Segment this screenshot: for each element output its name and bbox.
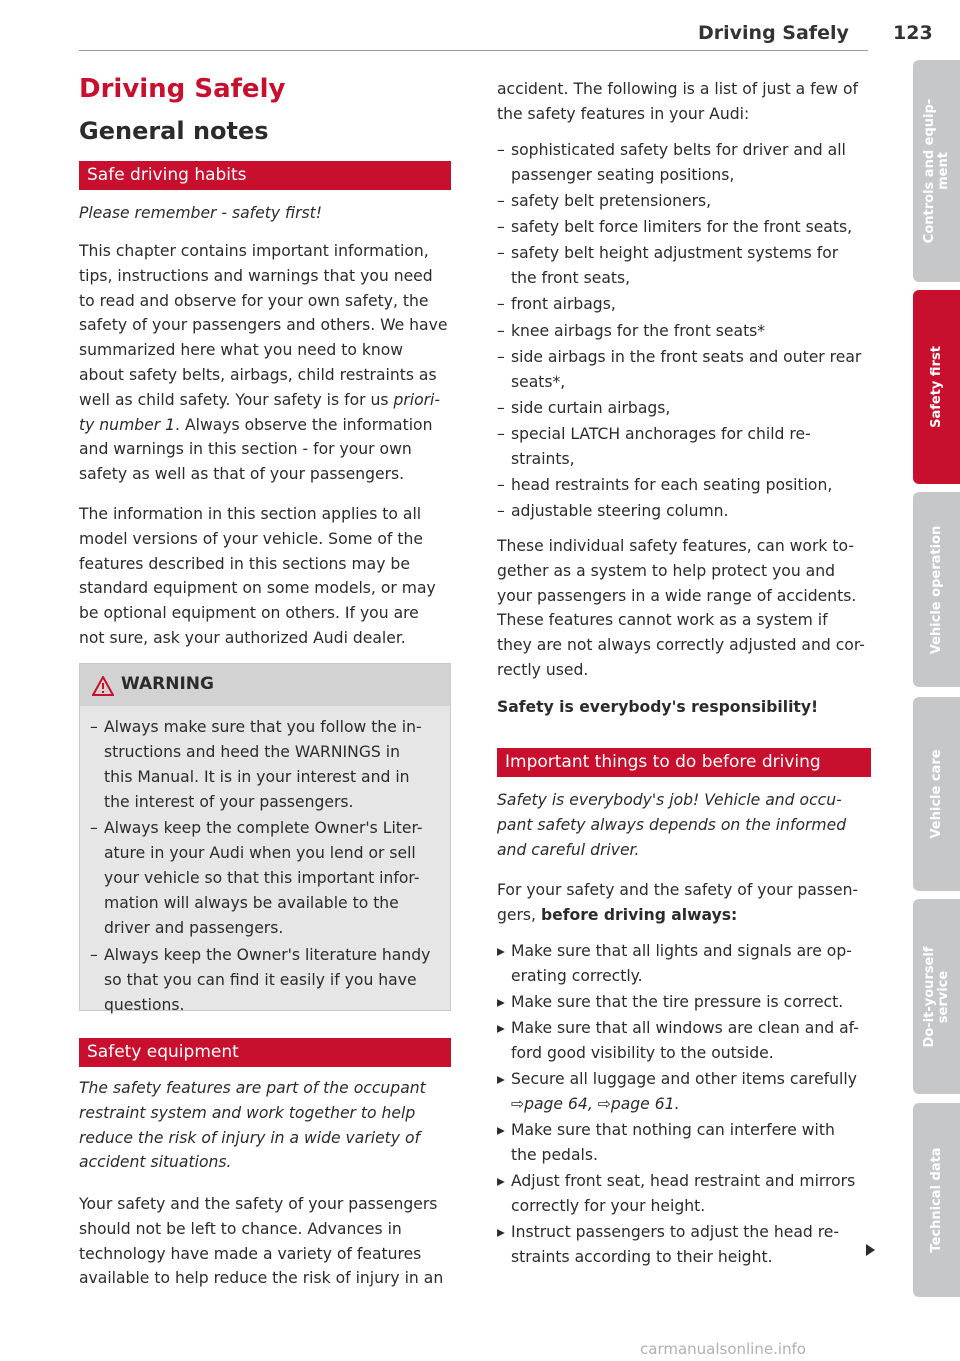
check-item: ▸ Make sure that nothing can interfere with the pedals.: [497, 1118, 871, 1168]
tab-label: Technical data: [928, 1147, 944, 1253]
tab-label: Vehicle operation: [928, 525, 944, 654]
warning-header: [80, 664, 450, 706]
feature-item: – safety belt force limiters for the front seats,: [497, 218, 853, 237]
bullet-arrow-icon: ▸: [497, 942, 505, 960]
before-driving-checklist: [497, 939, 871, 1271]
paragraph-important-info: This chapter contains important information, tips, instructions and warnings that you need to read and observe for your own safety, the safety of your passengers and others. We have summarized here what you need to know about safety belts, airbags, child restraints as well as child safety. Your safety is for us priori- ty number 1. Always observe the information and warnings in this section - for your own safety as well as that of your passengers.: [79, 242, 448, 484]
warning-item: – Always keep the Owner's literature handy so that you can find it easily if you have questions.: [90, 945, 431, 1014]
paragraph-model-versions: The information in this section applies to all model versions of your vehicle. Some of the features described in this sections may be standard equipment on some models, or may be optional equipment on others. If you are not sure, ask your authorized Audi dealer.: [79, 505, 436, 647]
feature-item: – head restraints for each seating position,: [497, 475, 833, 494]
check-item: ▸ Instruct passengers to adjust the head re- straints according to their height.: [497, 1220, 871, 1270]
paragraph-accident-continued: accident. The following is a list of just a few of the safety features in your Audi:: [497, 80, 858, 123]
warning-box: [79, 663, 451, 1014]
page-reference-link[interactable]: page 64: [524, 1094, 588, 1113]
intro-safety-equipment: The safety features are part of the occupant restraint system and work together to help reduce the risk of injury in a wide variety of accident situations.: [79, 1079, 426, 1172]
intro-before-driving: Safety is everybody's job! Vehicle and occu- pant safety always depends on the informed and careful driver.: [497, 791, 847, 859]
running-header-title: Driving Safely: [698, 22, 849, 44]
bullet-arrow-icon: ▸: [497, 1223, 505, 1242]
intro-safe-driving: Please remember - safety first!: [79, 204, 323, 222]
check-item: ▸ Make sure that all lights and signals are op- erating correctly.: [497, 939, 871, 989]
bullet-arrow-icon: ▸: [497, 1121, 505, 1140]
bullet-arrow-icon: ▸: [497, 1070, 505, 1089]
feature-item: – side curtain airbags,: [497, 398, 671, 417]
tab-vehicle-operation[interactable]: [913, 492, 960, 687]
paragraph-individual-features: These individual safety features, can work to- gether as a system to help protect you and your passengers in a wide range of accidents. These features cannot work as a system if they are not always correctly adjusted and cor- rectly used.: [497, 537, 865, 679]
chapter-title: Driving Safely: [79, 74, 286, 104]
feature-item: – special LATCH anchorages for child re- straints,: [497, 424, 811, 468]
check-item: ▸ Adjust front seat, head restraint and mirrors correctly for your height.: [497, 1169, 871, 1219]
tab-do-it-yourself-service[interactable]: [913, 899, 960, 1094]
feature-item: – sophisticated safety belts for driver and all passenger seating positions,: [497, 141, 846, 184]
bullet-arrow-icon: ▸: [497, 1019, 505, 1038]
tab-label: Vehicle care: [928, 749, 944, 839]
bullet-arrow-icon: ▸: [497, 1172, 505, 1191]
check-item: ▸ Secure all luggage and other items carefully ⇨page 64, ⇨page 61.: [497, 1067, 871, 1117]
tab-label: Do-it-yourself service: [921, 946, 951, 1047]
section-bar-safety-equipment: Safety equipment: [79, 1038, 451, 1067]
section-bar-before-driving: Important things to do before driving: [497, 748, 871, 777]
tab-safety-first[interactable]: [913, 290, 960, 484]
tab-controls-and-equipment[interactable]: [913, 60, 960, 282]
check-item: ▸ Make sure that the tire pressure is correct.: [497, 990, 871, 1015]
warning-item: – Always keep the complete Owner's Liter- ature in your Audi when you lend or sell your vehicle so that this important infor- mation will always be available to the driver and passengers.: [90, 819, 423, 938]
check-item: ▸ Make sure that all windows are clean and af- ford good visibility to the outside.: [497, 1016, 871, 1066]
feature-item: – adjustable steering column.: [497, 502, 729, 521]
chapter-tabs: [913, 60, 960, 1297]
section-bar-safe-driving-habits: Safe driving habits: [79, 161, 451, 190]
watermark-footer: carmanualsonline.info: [640, 1340, 806, 1358]
warning-list: [90, 715, 440, 1019]
responsibility-line: Safety is everybody's responsibility!: [497, 698, 819, 716]
bullet-arrow-icon: ▸: [497, 992, 505, 1011]
feature-item: – front airbags,: [497, 295, 616, 314]
section-title: General notes: [79, 117, 269, 145]
warning-item: – Always make sure that you follow the in- structions and heed the WARNINGS in this Manual. It is in your interest and in the interest of your passengers.: [90, 718, 422, 811]
reference-arrow-icon: ⇨: [597, 1094, 611, 1113]
warning-triangle-icon: [92, 676, 114, 696]
page-number: 123: [893, 22, 933, 44]
safety-features-list: [497, 138, 871, 525]
paragraph-before-driving: For your safety and the safety of your passen- gers, before driving always:: [497, 881, 859, 924]
feature-item: – safety belt pretensioners,: [497, 191, 712, 210]
reference-arrow-icon: ⇨: [511, 1094, 525, 1113]
tab-label: Safety first: [928, 346, 944, 428]
tab-technical-data[interactable]: [913, 1103, 960, 1297]
warning-title: WARNING: [121, 674, 214, 694]
feature-item: – safety belt height adjustment systems for the front seats,: [497, 244, 839, 288]
feature-item: – side airbags in the front seats and outer rear seats*,: [497, 347, 862, 391]
header-rule: [79, 50, 868, 51]
tab-label: Controls and equip- ment: [921, 98, 951, 244]
page-reference-link[interactable]: page 61: [610, 1094, 675, 1113]
paragraph-your-safety: Your safety and the safety of your passengers should not be left to chance. Advances in technology have made a variety of features available to help reduce the risk of injury in an: [79, 1195, 444, 1288]
tab-vehicle-care[interactable]: [913, 697, 960, 891]
feature-item: – knee airbags for the front seats*: [497, 321, 766, 340]
continue-arrow-icon: [866, 1244, 875, 1256]
